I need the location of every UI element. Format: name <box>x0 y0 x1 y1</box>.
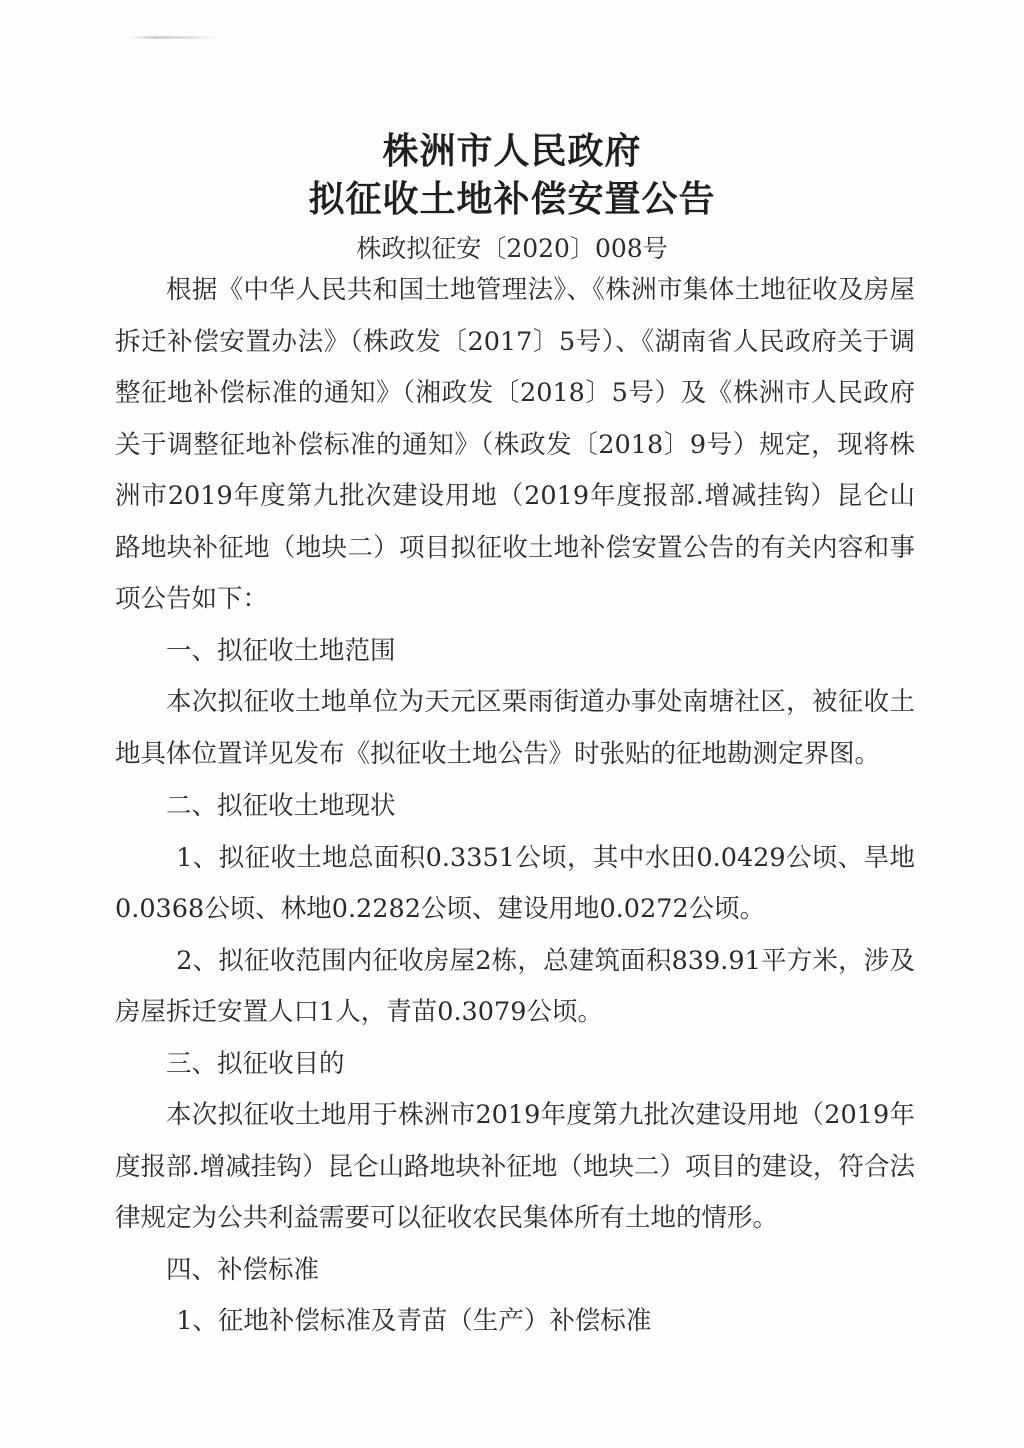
document-body <box>115 265 915 1348</box>
section2-heading: 二、拟征收土地现状 <box>166 791 396 821</box>
preamble-paragraph: 根据《中华人民共和国土地管理法》、《株洲市集体土地征收及房屋拆迁补偿安置办法》（株政发〔2017〕5号）、《湖南省人民政府关于调整征地补偿标准的通知》（湘政发〔2018〕5号）及《株洲市人民政府关于调整征地补偿标准的通知》（株政发〔2018〕9号）规定，现将株洲市2019年度第九批次建设用地（2019年度报部.增减挂钩）昆仑山路地块补征地（地块二）项目拟征收土地补偿安置公告的有关内容和事项公告如下： <box>115 275 915 614</box>
section4-heading: 四、补偿标准 <box>166 1254 320 1285</box>
document-number: 株政拟征安〔2020〕008号 <box>356 234 668 263</box>
section3-paragraph: 本次拟征收土地用于株洲市2019年度第九批次建设用地（2019年度报部.增减挂钩）昆仑山路地块补征地（地块二）项目的建设，符合法律规定为公共利益需要可以征收农民集体所有土地的情形。 <box>115 1100 915 1233</box>
document-title-line2: 拟征收土地补偿安置公告 <box>308 179 716 220</box>
document-title-line1: 株洲市人民政府 <box>382 131 642 172</box>
section4-item1: 1、征地补偿标准及青苗（生产）补偿标准 <box>176 1306 652 1336</box>
section1-heading: 一、拟征收土地范围 <box>166 635 396 666</box>
section1-paragraph: 本次拟征收土地单位为天元区栗雨街道办事处南塘社区，被征收土地具体位置详见发布《拟征收土地公告》时张贴的征地勘测定界图。 <box>115 687 915 769</box>
section3-heading: 三、拟征收目的 <box>166 1048 345 1079</box>
scan-smudge <box>128 36 218 39</box>
section2-item1: 1、拟征收土地总面积0.3351公顷，其中水田0.0429公顷、旱地0.0368公顷、林地0.2282公顷、建设用地0.0272公顷。 <box>115 842 915 924</box>
section2-item2: 2、拟征收范围内征收房屋2栋，总建筑面积839.91平方米，涉及房屋拆迁安置人口1人，青苗0.3079公顷。 <box>115 945 915 1027</box>
